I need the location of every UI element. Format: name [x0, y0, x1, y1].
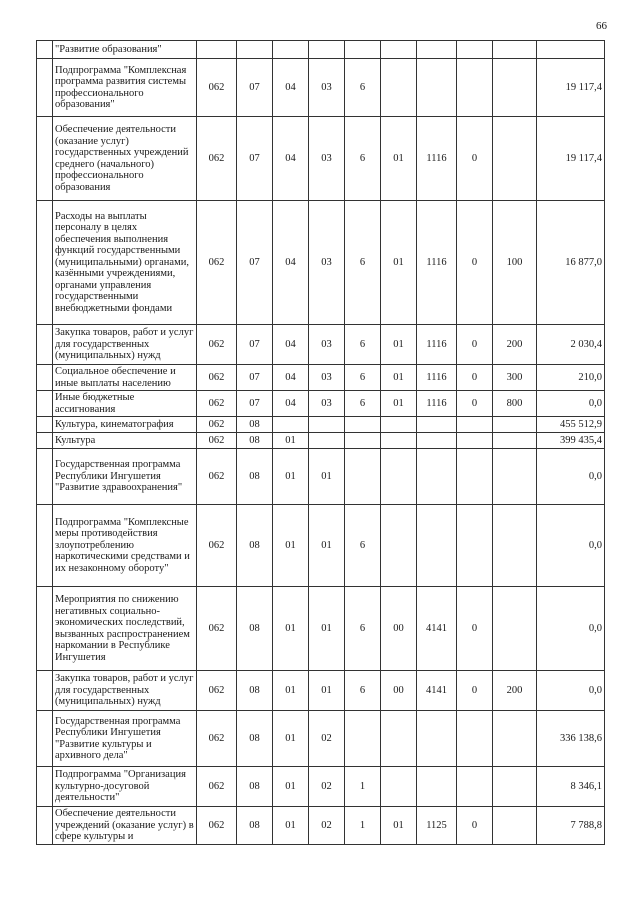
row-code-cell-pr: 01 — [273, 767, 309, 807]
row-code-cell-c5 — [457, 433, 493, 449]
row-code-cell-vr — [493, 807, 537, 845]
row-amount-cell: 8 346,1 — [537, 767, 605, 807]
row-code-cell-pr: 01 — [273, 671, 309, 711]
row-code-cell-ved: 062 — [197, 807, 237, 845]
row-code-cell-c3 — [381, 449, 417, 505]
row-code-cell-c4: 1125 — [417, 807, 457, 845]
row-code-cell-c2 — [345, 417, 381, 433]
row-code-cell-c5 — [457, 505, 493, 587]
row-code-cell-vr — [493, 417, 537, 433]
row-name-cell: Культура, кинематография — [53, 417, 197, 433]
row-margin-cell — [37, 433, 53, 449]
row-code-cell-pr — [273, 41, 309, 59]
row-name-cell: Закупка товаров, работ и услуг для государственных (муниципальных) нужд — [53, 671, 197, 711]
table-row — [37, 59, 605, 117]
row-code-cell-c2: 1 — [345, 767, 381, 807]
row-code-cell-rz: 08 — [237, 671, 273, 711]
row-amount-cell: 2 030,4 — [537, 325, 605, 365]
row-code-cell-c1 — [309, 417, 345, 433]
row-code-cell-c3: 01 — [381, 117, 417, 201]
row-code-cell-pr — [273, 417, 309, 433]
row-code-cell-rz — [237, 41, 273, 59]
row-code-cell-rz: 08 — [237, 767, 273, 807]
row-code-cell-ved: 062 — [197, 117, 237, 201]
table-row — [37, 671, 605, 711]
row-name-cell: Обеспечение деятельности учреждений (оказание услуг) в сфере культуры и — [53, 807, 197, 845]
row-code-cell-c5: 0 — [457, 391, 493, 417]
budget-table-body — [37, 41, 605, 845]
row-code-cell-c5: 0 — [457, 807, 493, 845]
row-code-cell-c4 — [417, 433, 457, 449]
row-code-cell-ved: 062 — [197, 671, 237, 711]
row-code-cell-c2: 6 — [345, 201, 381, 325]
row-amount-cell: 7 788,8 — [537, 807, 605, 845]
row-code-cell-vr: 300 — [493, 365, 537, 391]
row-code-cell-rz: 08 — [237, 449, 273, 505]
row-code-cell-c5: 0 — [457, 671, 493, 711]
row-code-cell-c5 — [457, 711, 493, 767]
row-amount-cell: 0,0 — [537, 505, 605, 587]
table-row — [37, 391, 605, 417]
row-code-cell-c3 — [381, 59, 417, 117]
table-row — [37, 449, 605, 505]
row-margin-cell — [37, 41, 53, 59]
row-code-cell-rz: 08 — [237, 807, 273, 845]
row-amount-cell: 0,0 — [537, 449, 605, 505]
row-code-cell-c5: 0 — [457, 325, 493, 365]
row-margin-cell — [37, 505, 53, 587]
row-code-cell-pr: 04 — [273, 59, 309, 117]
row-code-cell-c4 — [417, 505, 457, 587]
row-code-cell-vr — [493, 767, 537, 807]
row-margin-cell — [37, 587, 53, 671]
row-code-cell-c4 — [417, 449, 457, 505]
row-code-cell-c1: 03 — [309, 365, 345, 391]
row-name-cell: Подпрограмма "Комплексные меры противодействия злоупотреблению наркотическими средствами и их незаконному обороту" — [53, 505, 197, 587]
row-code-cell-c2 — [345, 41, 381, 59]
row-margin-cell — [37, 365, 53, 391]
row-code-cell-pr: 04 — [273, 201, 309, 325]
row-code-cell-c1: 02 — [309, 807, 345, 845]
row-code-cell-c4 — [417, 41, 457, 59]
row-code-cell-ved: 062 — [197, 711, 237, 767]
row-code-cell-c3 — [381, 433, 417, 449]
row-code-cell-c2: 6 — [345, 59, 381, 117]
row-margin-cell — [37, 59, 53, 117]
row-name-cell: Социальное обеспечение и иные выплаты населению — [53, 365, 197, 391]
row-amount-cell: 0,0 — [537, 391, 605, 417]
row-code-cell-c5: 0 — [457, 365, 493, 391]
row-code-cell-c1: 03 — [309, 117, 345, 201]
row-amount-cell: 0,0 — [537, 587, 605, 671]
row-code-cell-rz: 08 — [237, 711, 273, 767]
row-code-cell-pr: 01 — [273, 807, 309, 845]
row-code-cell-ved: 062 — [197, 325, 237, 365]
row-margin-cell — [37, 117, 53, 201]
row-margin-cell — [37, 417, 53, 433]
row-name-cell: Обеспечение деятельности (оказание услуг) государственных учреждений среднего (начального) профессионального образования — [53, 117, 197, 201]
row-code-cell-c1 — [309, 41, 345, 59]
row-margin-cell — [37, 711, 53, 767]
row-code-cell-rz: 07 — [237, 325, 273, 365]
row-margin-cell — [37, 201, 53, 325]
row-code-cell-rz: 08 — [237, 587, 273, 671]
row-name-cell: Государственная программа Республики Ингушетия "Развитие здравоохранения" — [53, 449, 197, 505]
table-row — [37, 117, 605, 201]
row-name-cell: Мероприятия по снижению негативных социально-экономических последствий, вызванных распространением наркомании в Республике Ингушетия — [53, 587, 197, 671]
row-code-cell-c3: 01 — [381, 325, 417, 365]
row-amount-cell: 16 877,0 — [537, 201, 605, 325]
row-code-cell-pr: 01 — [273, 449, 309, 505]
row-code-cell-c1: 02 — [309, 711, 345, 767]
row-code-cell-c1: 03 — [309, 201, 345, 325]
row-code-cell-c4 — [417, 59, 457, 117]
row-code-cell-rz: 08 — [237, 505, 273, 587]
table-row — [37, 711, 605, 767]
table-row — [37, 433, 605, 449]
row-code-cell-c1: 01 — [309, 587, 345, 671]
row-code-cell-vr: 800 — [493, 391, 537, 417]
row-code-cell-rz: 08 — [237, 433, 273, 449]
table-row — [37, 325, 605, 365]
row-code-cell-c3: 01 — [381, 391, 417, 417]
row-code-cell-c3: 01 — [381, 807, 417, 845]
row-code-cell-vr — [493, 433, 537, 449]
row-name-cell: "Развитие образования" — [53, 41, 197, 59]
row-code-cell-c4 — [417, 767, 457, 807]
row-code-cell-rz: 08 — [237, 417, 273, 433]
row-code-cell-c5 — [457, 41, 493, 59]
row-code-cell-vr — [493, 449, 537, 505]
row-name-cell: Иные бюджетные ассигнования — [53, 391, 197, 417]
row-margin-cell — [37, 391, 53, 417]
row-code-cell-pr: 01 — [273, 587, 309, 671]
row-name-cell: Подпрограмма "Комплексная программа развития системы профессионального образования" — [53, 59, 197, 117]
row-amount-cell: 0,0 — [537, 671, 605, 711]
row-code-cell-c3 — [381, 767, 417, 807]
row-code-cell-c5: 0 — [457, 587, 493, 671]
row-margin-cell — [37, 767, 53, 807]
row-code-cell-c5 — [457, 449, 493, 505]
row-amount-cell: 19 117,4 — [537, 117, 605, 201]
row-code-cell-c1: 01 — [309, 505, 345, 587]
row-code-cell-c2: 6 — [345, 325, 381, 365]
table-row — [37, 587, 605, 671]
table-row — [37, 807, 605, 845]
row-code-cell-c2: 6 — [345, 117, 381, 201]
row-amount-cell: 19 117,4 — [537, 59, 605, 117]
table-row — [37, 505, 605, 587]
row-code-cell-c2: 6 — [345, 587, 381, 671]
row-name-cell: Подпрограмма "Организация культурно-досуговой деятельности" — [53, 767, 197, 807]
row-amount-cell: 336 138,6 — [537, 711, 605, 767]
row-code-cell-c2 — [345, 433, 381, 449]
row-code-cell-c5 — [457, 767, 493, 807]
row-code-cell-c4 — [417, 711, 457, 767]
row-code-cell-c2: 6 — [345, 391, 381, 417]
budget-table — [36, 40, 605, 845]
row-code-cell-c2: 6 — [345, 505, 381, 587]
row-code-cell-ved: 062 — [197, 365, 237, 391]
row-code-cell-ved — [197, 41, 237, 59]
row-amount-cell: 210,0 — [537, 365, 605, 391]
row-code-cell-vr — [493, 711, 537, 767]
row-code-cell-vr: 200 — [493, 671, 537, 711]
row-code-cell-c5 — [457, 59, 493, 117]
row-code-cell-c3: 00 — [381, 587, 417, 671]
row-code-cell-ved: 062 — [197, 59, 237, 117]
row-code-cell-rz: 07 — [237, 201, 273, 325]
row-code-cell-pr: 04 — [273, 391, 309, 417]
row-code-cell-c3 — [381, 711, 417, 767]
row-code-cell-vr — [493, 505, 537, 587]
row-code-cell-c2 — [345, 449, 381, 505]
table-row — [37, 365, 605, 391]
row-code-cell-c5 — [457, 417, 493, 433]
row-code-cell-rz: 07 — [237, 59, 273, 117]
row-code-cell-ved: 062 — [197, 201, 237, 325]
row-margin-cell — [37, 449, 53, 505]
row-code-cell-c4: 1116 — [417, 117, 457, 201]
row-code-cell-ved: 062 — [197, 587, 237, 671]
row-code-cell-c3 — [381, 417, 417, 433]
row-code-cell-pr: 01 — [273, 505, 309, 587]
row-code-cell-vr — [493, 587, 537, 671]
row-code-cell-c1: 03 — [309, 391, 345, 417]
row-name-cell: Культура — [53, 433, 197, 449]
row-amount-cell: 455 512,9 — [537, 417, 605, 433]
row-code-cell-c2: 1 — [345, 807, 381, 845]
row-code-cell-vr: 100 — [493, 201, 537, 325]
row-code-cell-vr — [493, 59, 537, 117]
table-row — [37, 201, 605, 325]
row-code-cell-ved: 062 — [197, 433, 237, 449]
row-code-cell-pr: 04 — [273, 325, 309, 365]
row-margin-cell — [37, 325, 53, 365]
row-code-cell-pr: 04 — [273, 117, 309, 201]
table-row — [37, 767, 605, 807]
row-name-cell: Государственная программа Республики Ингушетия "Развитие культуры и архивного дела" — [53, 711, 197, 767]
row-code-cell-c1 — [309, 433, 345, 449]
table-row — [37, 41, 605, 59]
row-code-cell-ved: 062 — [197, 767, 237, 807]
row-code-cell-c1: 02 — [309, 767, 345, 807]
row-code-cell-c1: 01 — [309, 671, 345, 711]
row-code-cell-c3 — [381, 41, 417, 59]
row-code-cell-c3: 01 — [381, 365, 417, 391]
row-name-cell: Закупка товаров, работ и услуг для государственных (муниципальных) нужд — [53, 325, 197, 365]
row-code-cell-c3 — [381, 505, 417, 587]
row-code-cell-c5: 0 — [457, 117, 493, 201]
row-code-cell-c4: 1116 — [417, 201, 457, 325]
row-code-cell-vr — [493, 41, 537, 59]
row-amount-cell — [537, 41, 605, 59]
row-code-cell-c1: 01 — [309, 449, 345, 505]
row-code-cell-c4: 1116 — [417, 391, 457, 417]
row-code-cell-c4: 4141 — [417, 671, 457, 711]
row-code-cell-pr: 01 — [273, 433, 309, 449]
row-code-cell-c5: 0 — [457, 201, 493, 325]
row-code-cell-c3: 01 — [381, 201, 417, 325]
page-number: 66 — [596, 20, 607, 32]
table-row — [37, 417, 605, 433]
row-amount-cell: 399 435,4 — [537, 433, 605, 449]
row-code-cell-c3: 00 — [381, 671, 417, 711]
row-name-cell: Расходы на выплаты персоналу в целях обеспечения выполнения функций государственными (муниципальными) органами, казёнными учреждениями, органами управления государственными внебюджетными фондами — [53, 201, 197, 325]
row-code-cell-c4 — [417, 417, 457, 433]
row-code-cell-rz: 07 — [237, 391, 273, 417]
row-code-cell-rz: 07 — [237, 365, 273, 391]
row-code-cell-ved: 062 — [197, 505, 237, 587]
row-code-cell-ved: 062 — [197, 417, 237, 433]
row-margin-cell — [37, 807, 53, 845]
row-code-cell-c1: 03 — [309, 59, 345, 117]
row-code-cell-c2: 6 — [345, 671, 381, 711]
row-margin-cell — [37, 671, 53, 711]
row-code-cell-ved: 062 — [197, 449, 237, 505]
row-code-cell-c1: 03 — [309, 325, 345, 365]
row-code-cell-c4: 1116 — [417, 325, 457, 365]
row-code-cell-c4: 1116 — [417, 365, 457, 391]
row-code-cell-c2 — [345, 711, 381, 767]
row-code-cell-ved: 062 — [197, 391, 237, 417]
row-code-cell-c4: 4141 — [417, 587, 457, 671]
row-code-cell-rz: 07 — [237, 117, 273, 201]
row-code-cell-vr — [493, 117, 537, 201]
row-code-cell-pr: 04 — [273, 365, 309, 391]
row-code-cell-pr: 01 — [273, 711, 309, 767]
row-code-cell-vr: 200 — [493, 325, 537, 365]
row-code-cell-c2: 6 — [345, 365, 381, 391]
